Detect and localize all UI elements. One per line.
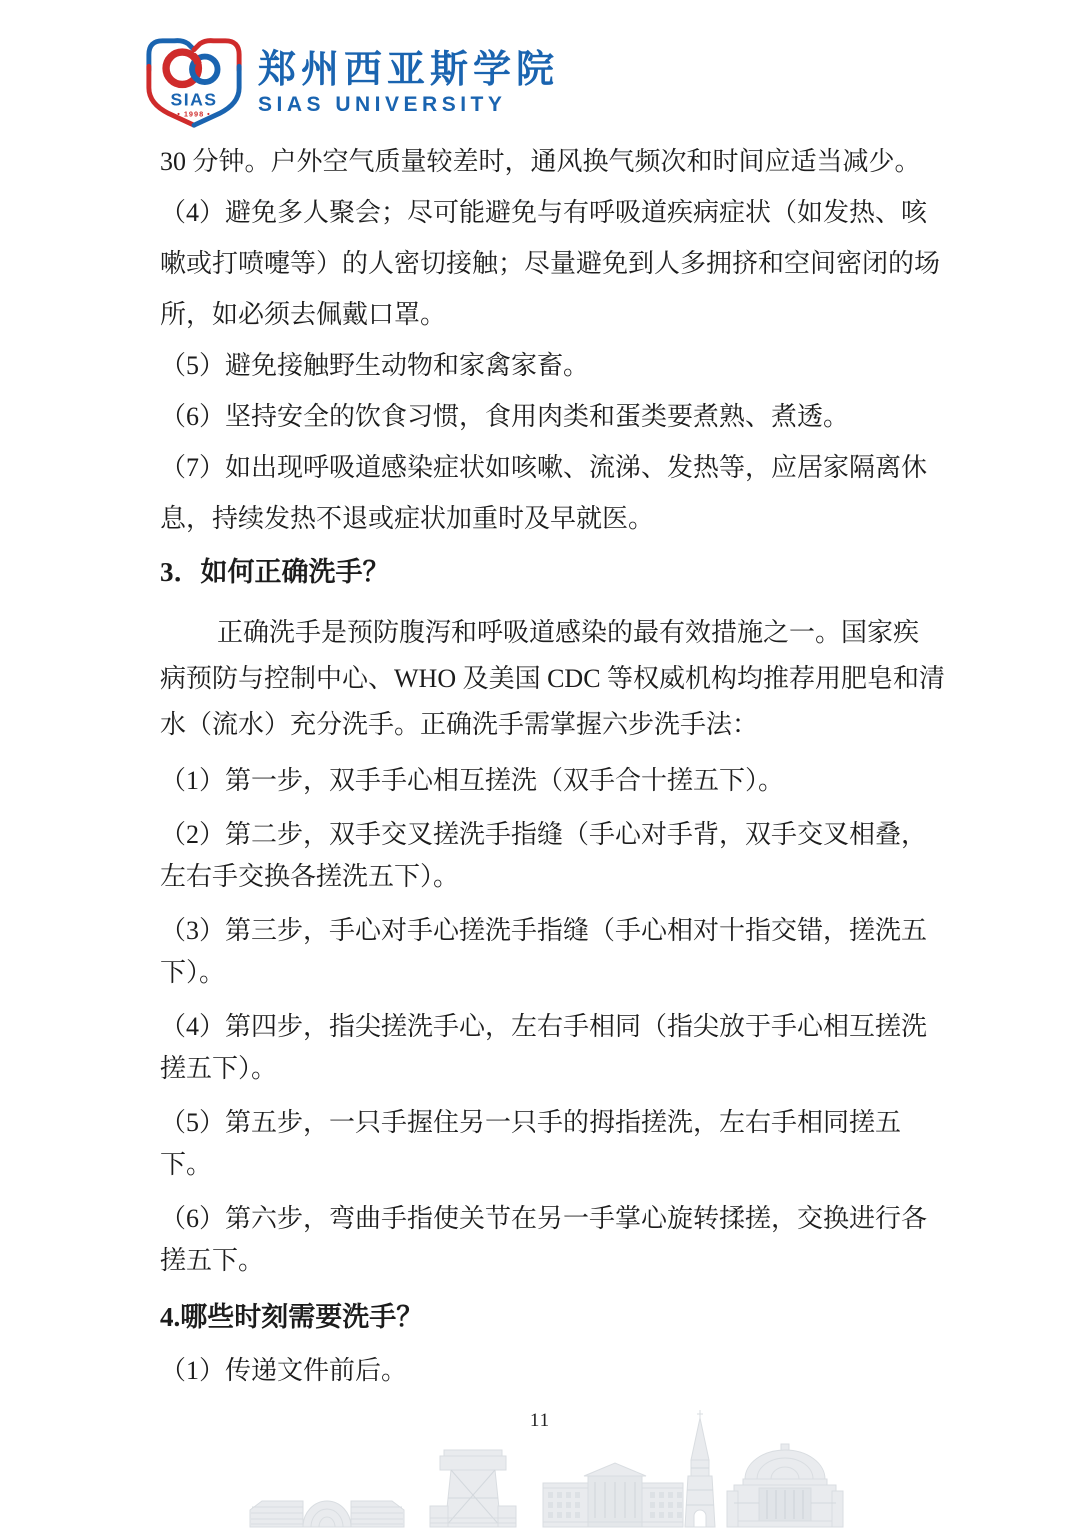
text-line: （2）第二步，双手交叉搓洗手指缝（手心对手背，双手交叉相叠， [160, 820, 928, 849]
section-heading: 3．如何正确洗手？ [160, 557, 390, 587]
text-line: （3）第三步，手心对手心搓洗手指缝（手心相对十指交错，搓洗五 [160, 916, 928, 945]
text-line: 30 分钟。户外空气质量较差时，通风换气频次和时间应适当减少。 [160, 147, 921, 176]
text-line: （1）传递文件前后。 [160, 1356, 408, 1385]
university-name-cn: 郑州西亚斯学院 [258, 49, 560, 91]
logo-wordmark [258, 49, 559, 117]
text-line: 正确洗手是预防腹泻和呼吸道感染的最有效措施之一。国家疾 [217, 618, 920, 647]
text-line: （6）第六步，弯曲手指使关节在另一手掌心旋转揉搓，交换进行各 [160, 1204, 928, 1233]
text-line: （6）坚持安全的饮食习惯，食用肉类和蛋类要煮熟、煮透。 [160, 402, 850, 431]
university-logo [143, 36, 559, 130]
text-line: 搓五下）。 [160, 1054, 278, 1083]
text-line: 搓五下。 [160, 1246, 265, 1275]
text-line: 所，如必须去佩戴口罩。 [160, 300, 447, 329]
text-line: 病预防与控制中心、WHO 及美国 CDC 等权威机构均推荐用肥皂和清 [160, 664, 946, 693]
text-line: （5）避免接触野生动物和家禽家畜。 [160, 351, 590, 380]
text-line: 水（流水）充分洗手。正确洗手需掌握六步洗手法： [160, 710, 759, 739]
sias-shield-icon [143, 36, 245, 130]
text-line: （4）第四步，指尖搓洗手心，左右手相同（指尖放于手心相互搓洗 [160, 1012, 928, 1041]
text-line: 下。 [160, 1150, 213, 1179]
section-heading: 4.哪些时刻需要洗手？ [160, 1302, 424, 1332]
shield-sias-text: SIAS [170, 89, 218, 110]
university-name-en: SIAS UNIVERSITY [258, 93, 507, 116]
text-line: （7）如出现呼吸道感染症状如咳嗽、流涕、发热等，应居家隔离休 [160, 453, 928, 482]
text-line: 左右手交换各搓洗五下）。 [160, 862, 460, 891]
text-line: （5）第五步，一只手握住另一只手的拇指搓洗，左右手相同搓五 [160, 1108, 902, 1137]
text-line: 息，持续发热不退或症状加重时及早就医。 [160, 504, 655, 533]
text-line: （1）第一步，双手手心相互搓洗（双手合十搓五下）。 [160, 766, 785, 795]
campus-skyline-watermark [248, 1358, 1080, 1528]
page-number: 11 [529, 1410, 551, 1431]
text-line: 下）。 [160, 958, 226, 987]
text-line: （4）避免多人聚会；尽可能避免与有呼吸道疾病症状（如发热、咳 [160, 198, 928, 227]
text-line: 嗽或打喷嚏等）的人密切接触；尽量避免到人多拥挤和空间密闭的场 [160, 249, 941, 278]
shield-year-text: • 1998 • [177, 109, 211, 119]
document-body [160, 136, 950, 1396]
